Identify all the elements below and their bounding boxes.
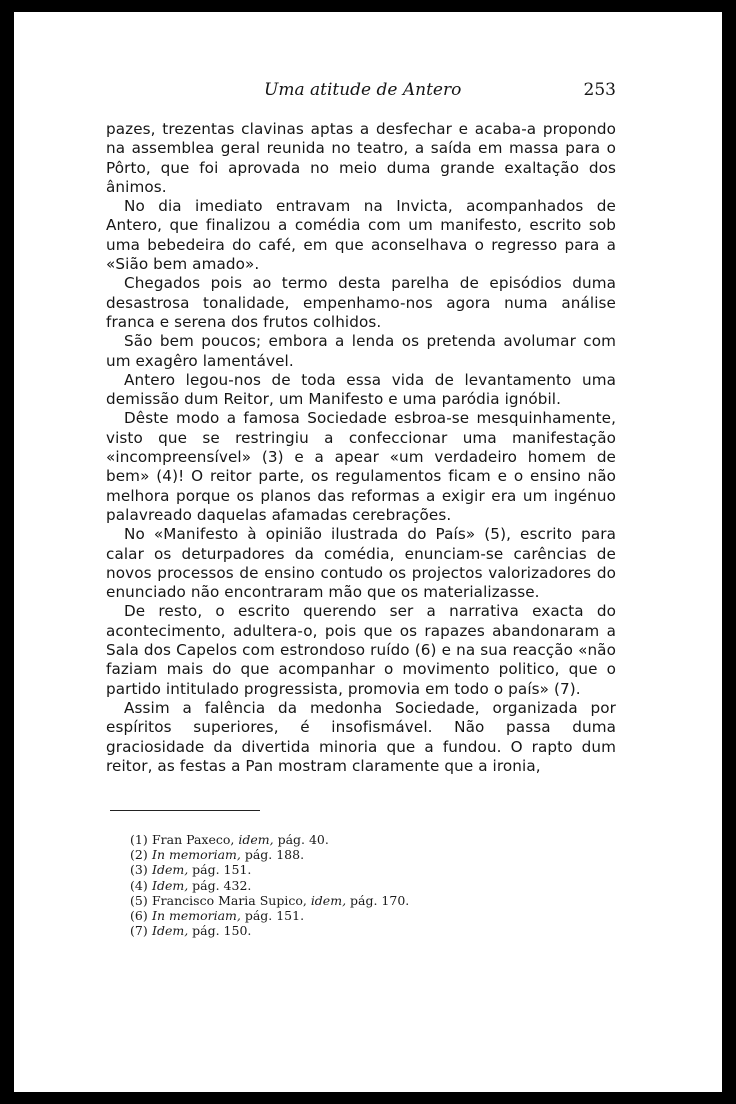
footnote-ref: (5) xyxy=(130,892,148,908)
footnote xyxy=(130,893,530,908)
footnotes-list xyxy=(130,832,530,938)
book-page xyxy=(14,12,722,1092)
footnote-page: pág. 40. xyxy=(277,832,329,847)
footnote xyxy=(130,923,530,938)
footnote xyxy=(130,832,530,847)
footnote-work: idem, xyxy=(238,832,274,847)
footnote xyxy=(130,908,530,923)
paragraph: pazes, trezentas clavinas aptas a desfechar e acaba-a propondo na assemblea geral reunida no teatro, a saída em massa para o Pôrto, que foi aprovada no meio duma grande exaltação dos ânimos. xyxy=(106,120,616,196)
footnote-author: Fran Paxeco, xyxy=(152,832,235,847)
footnote-work: Idem, xyxy=(152,923,189,939)
paragraph: No «Manifesto à opinião ilustrada do País» (5), escrito para calar os deturpadores da comédia, enunciam-se carências de novos processos de ensino contudo os projectos valorizadores do enunciado não encontraram mão que os materializasse. xyxy=(106,525,616,602)
footnote-page: pág. 188. xyxy=(244,847,305,863)
paragraph: De resto, o escrito querendo ser a narrativa exacta do acontecimento, adultera-o, pois que os rapazes abandonaram a Sala dos Capelos com estrondoso ruído (6) e na sua reacção «não faziam mais do que acompanhar o movimento politico, que o partido intitulado progressista, promovia em todo o país» (7). xyxy=(106,602,616,698)
page-header xyxy=(106,80,616,106)
footnote xyxy=(130,862,530,877)
footnote-page: pág. 150. xyxy=(192,923,252,939)
footnote-ref: (2) xyxy=(130,847,148,863)
page-number: 253 xyxy=(583,80,616,100)
footnote-ref: (4) xyxy=(130,877,148,893)
footnote-ref: (6) xyxy=(130,908,148,924)
footnote-page: pág. 151. xyxy=(244,908,305,924)
footnote-ref: (3) xyxy=(130,862,148,878)
footnote-page: pág. 170. xyxy=(350,892,410,908)
paragraph: No dia imediato entravam na Invicta, acompanhados de Antero, que finalizou a comédia com um manifesto, escrito sob uma bebedeira do café, em que aconselhava o regresso para a «Sião bem amado». xyxy=(106,197,616,274)
paragraph: Chegados pois ao termo desta parelha de episódios duma desastrosa tonalidade, empenhamo-nos agora numa análise franca e serena dos frutos colhidos. xyxy=(106,274,616,331)
footnote-work: Idem, xyxy=(152,877,189,893)
footnote-author: Francisco Maria Supico, xyxy=(152,892,307,908)
paragraph: Antero legou-nos de toda essa vida de levantamento uma demissão dum Reitor, um Manifesto e uma paródia ignóbil. xyxy=(106,370,616,409)
paragraph: São bem poucos; embora a lenda os pretenda avolumar com um exagêro lamentável. xyxy=(106,332,616,370)
footnote-rule xyxy=(110,810,260,811)
footnote xyxy=(130,847,530,862)
footnote-work: Idem, xyxy=(152,862,189,878)
footnote-work: idem, xyxy=(310,892,347,908)
paragraph: Dêste modo a famosa Sociedade esbroa-se mesquinhamente, visto que se restringiu a confeccionar uma manifestação «incompreensível» (3) e a apear «um verdadeiro homem de bem» (4)! O reitor parte, os regulamentos ficam e o ensino não melhora porque os planos das reformas a exigir era um ingénuo palavreado daquelas afamadas cerebrações. xyxy=(106,409,616,524)
paragraph: Assim a falência da medonha Sociedade, organizada por espíritos superiores, é insofismável. Não passa duma graciosidade da divertida minoria que a fundou. O rapto dum reitor, as festas a Pan mostram claramente que a ironia, xyxy=(106,698,616,775)
body-text xyxy=(106,120,616,776)
running-title: Uma atitude de Antero xyxy=(264,80,462,100)
footnote-work: In memoriam, xyxy=(152,908,241,924)
footnote-work: In memoriam, xyxy=(152,847,241,863)
footnote-page: pág. 151. xyxy=(192,862,252,878)
footnote xyxy=(130,878,530,893)
footnote-ref: (7) xyxy=(130,923,148,939)
footnote-ref: (1) xyxy=(130,832,148,847)
footnote-page: pág. 432. xyxy=(192,877,252,893)
